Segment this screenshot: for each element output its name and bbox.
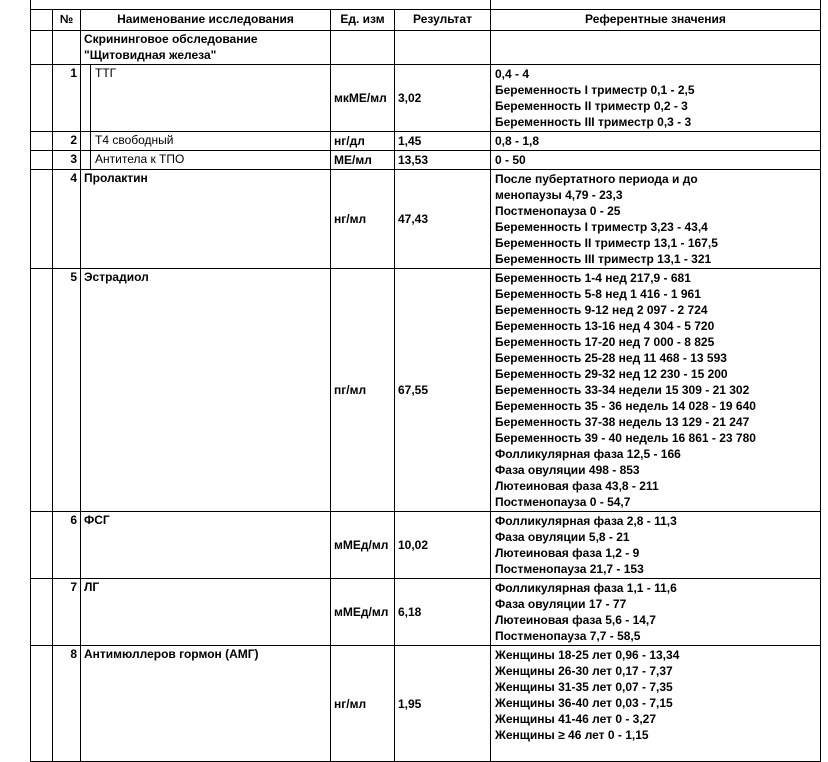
reference-line: Женщины 26-30 лет 0,17 - 7,37 xyxy=(495,664,673,678)
indent-cell xyxy=(81,151,91,170)
reference-line: Беременность 9-12 нед 2 097 - 2 724 xyxy=(495,303,708,317)
reference-line: Беременность I триместр 3,23 - 43,4 xyxy=(495,220,708,234)
header-reference: Референтные значения xyxy=(491,10,821,31)
reference-line: Женщины 31-35 лет 0,07 - 7,35 xyxy=(495,680,673,694)
test-name-cell: Эстрадиол xyxy=(81,269,331,512)
reference-cell xyxy=(491,269,821,512)
test-name-cell: Пролактин xyxy=(81,170,331,269)
row-number-cell xyxy=(53,31,81,65)
reference-line: 0,4 - 4 xyxy=(495,67,530,81)
result-cell: 3,02 xyxy=(395,65,491,132)
lab-test-row xyxy=(31,132,821,151)
gutter-cell xyxy=(31,579,53,646)
lab-test-row xyxy=(31,65,821,132)
row-number-cell: 7 xyxy=(53,579,81,646)
lab-test-row xyxy=(31,269,821,512)
unit-cell: мМЕд/мл xyxy=(331,579,395,646)
unit-cell: нг/дл xyxy=(331,132,395,151)
header-result: Результат xyxy=(395,10,491,31)
reference-cell xyxy=(491,512,821,579)
lab-test-row xyxy=(31,170,821,269)
reference-line: Женщины ≥ 46 лет 0 - 1,15 xyxy=(495,728,649,742)
reference-cell xyxy=(491,579,821,646)
reference-line: Фолликулярная фаза 1,1 - 11,6 xyxy=(495,581,677,595)
unit-cell: мкМЕ/мл xyxy=(331,65,395,132)
test-name-cell: ЛГ xyxy=(81,579,331,646)
reference-line: Женщины 41-46 лет 0 - 3,27 xyxy=(495,712,657,726)
reference-line: Беременность 33-34 недели 15 309 - 21 302 xyxy=(495,383,750,397)
reference-line: Постменопауза 21,7 - 153 xyxy=(495,562,644,576)
lab-test-row xyxy=(31,646,821,762)
reference-line: Лютеиновая фаза 43,8 - 211 xyxy=(495,479,659,493)
reference-line: Фолликулярная фаза 12,5 - 166 xyxy=(495,447,681,461)
reference-cell xyxy=(491,31,821,65)
reference-line: Лютеиновая фаза 1,2 - 9 xyxy=(495,546,640,560)
result-cell: 6,18 xyxy=(395,579,491,646)
lab-results-table xyxy=(30,0,821,762)
row-number-cell: 5 xyxy=(53,269,81,512)
section-title-cell xyxy=(81,31,331,65)
indent-cell xyxy=(81,65,91,132)
reference-line: Беременность 39 - 40 недель 16 861 - 23 780 xyxy=(495,431,756,445)
header-unit: Ед. изм xyxy=(331,10,395,31)
header-num: № xyxy=(53,10,81,31)
test-name-cell: Антитела к ТПО xyxy=(91,151,331,170)
reference-line: Фаза овуляции 498 - 853 xyxy=(495,463,640,477)
reference-line: После пубертатного периода и до xyxy=(495,172,698,186)
row-number-cell: 4 xyxy=(53,170,81,269)
lab-test-row xyxy=(31,151,821,170)
cropped-cell-left xyxy=(31,0,491,10)
row-number-cell: 6 xyxy=(53,512,81,579)
reference-line: Беременность III триместр 13,1 - 321 xyxy=(495,252,712,266)
result-cell xyxy=(395,31,491,65)
cropped-cell-right xyxy=(491,0,821,10)
unit-cell: нг/мл xyxy=(331,170,395,269)
gutter-cell xyxy=(31,512,53,579)
unit-cell: нг/мл xyxy=(331,646,395,762)
reference-line: Беременность 35 - 36 недель 14 028 - 19 640 xyxy=(495,399,756,413)
reference-line: Беременность II триместр 0,2 - 3 xyxy=(495,99,688,113)
table-header-row xyxy=(31,10,821,31)
reference-line: Беременность 1-4 нед 217,9 - 681 xyxy=(495,271,691,285)
result-cell: 10,02 xyxy=(395,512,491,579)
reference-line: менопаузы 4,79 - 23,3 xyxy=(495,188,623,202)
gutter-cell xyxy=(31,65,53,132)
reference-line: 0,8 - 1,8 xyxy=(495,134,540,148)
result-cell: 13,53 xyxy=(395,151,491,170)
unit-cell: МЕ/мл xyxy=(331,151,395,170)
reference-line: Беременность 17-20 нед 7 000 - 8 825 xyxy=(495,335,715,349)
reference-line: 0 - 50 xyxy=(495,153,526,167)
reference-cell xyxy=(491,170,821,269)
reference-line: Постменопауза 7,7 - 58,5 xyxy=(495,629,641,643)
reference-line: Фаза овуляции 17 - 77 xyxy=(495,597,627,611)
reference-line: Беременность 29-32 нед 12 230 - 15 200 xyxy=(495,367,728,381)
header-test-name: Наименование исследования xyxy=(81,10,331,31)
result-cell: 1,45 xyxy=(395,132,491,151)
reference-line: Беременность 25-28 нед 11 468 - 13 593 xyxy=(495,351,727,365)
gutter-cell xyxy=(31,151,53,170)
header-gutter-cell xyxy=(31,10,53,31)
reference-line: Беременность 37-38 недель 13 129 - 21 247 xyxy=(495,415,750,429)
test-name-cell: ТТГ xyxy=(91,65,331,132)
unit-cell: мМЕд/мл xyxy=(331,512,395,579)
gutter-cell xyxy=(31,269,53,512)
row-number-cell: 1 xyxy=(53,65,81,132)
section-title-line: "Щитовидная железа" xyxy=(84,48,217,62)
indent-cell xyxy=(81,132,91,151)
row-number-cell: 8 xyxy=(53,646,81,762)
gutter-cell xyxy=(31,170,53,269)
cropped-previous-row xyxy=(31,0,821,10)
reference-line: Беременность I триместр 0,1 - 2,5 xyxy=(495,83,695,97)
section-row xyxy=(31,31,821,65)
reference-cell xyxy=(491,151,821,170)
lab-test-row xyxy=(31,512,821,579)
lab-test-row xyxy=(31,579,821,646)
reference-line: Фолликулярная фаза 2,8 - 11,3 xyxy=(495,514,677,528)
row-number-cell: 2 xyxy=(53,132,81,151)
reference-line: Беременность 13-16 нед 4 304 - 5 720 xyxy=(495,319,715,333)
reference-line: Фаза овуляции 5,8 - 21 xyxy=(495,530,630,544)
result-cell: 47,43 xyxy=(395,170,491,269)
gutter-cell xyxy=(31,132,53,151)
reference-line: Лютеиновая фаза 5,6 - 14,7 xyxy=(495,613,656,627)
reference-cell xyxy=(491,132,821,151)
reference-line: Постменопауза 0 - 54,7 xyxy=(495,495,631,509)
unit-cell xyxy=(331,31,395,65)
unit-cell: пг/мл xyxy=(331,269,395,512)
reference-cell xyxy=(491,646,821,762)
result-cell: 1,95 xyxy=(395,646,491,762)
test-name-cell: Антимюллеров гормон (АМГ) xyxy=(81,646,331,762)
gutter-cell xyxy=(31,646,53,762)
test-name-cell: ФСГ xyxy=(81,512,331,579)
result-cell: 67,55 xyxy=(395,269,491,512)
reference-line: Беременность 5-8 нед 1 416 - 1 961 xyxy=(495,287,701,301)
reference-line: Женщины 36-40 лет 0,03 - 7,15 xyxy=(495,696,673,710)
reference-line: Женщины 18-25 лет 0,96 - 13,34 xyxy=(495,648,680,662)
reference-cell xyxy=(491,65,821,132)
reference-line: Беременность III триместр 0,3 - 3 xyxy=(495,115,692,129)
reference-line: Беременность II триместр 13,1 - 167,5 xyxy=(495,236,718,250)
test-name-cell: Т4 свободный xyxy=(91,132,331,151)
reference-line: Постменопауза 0 - 25 xyxy=(495,204,621,218)
section-title-line: Скрининговое обследование xyxy=(84,32,258,46)
gutter-cell xyxy=(31,31,53,65)
row-number-cell: 3 xyxy=(53,151,81,170)
